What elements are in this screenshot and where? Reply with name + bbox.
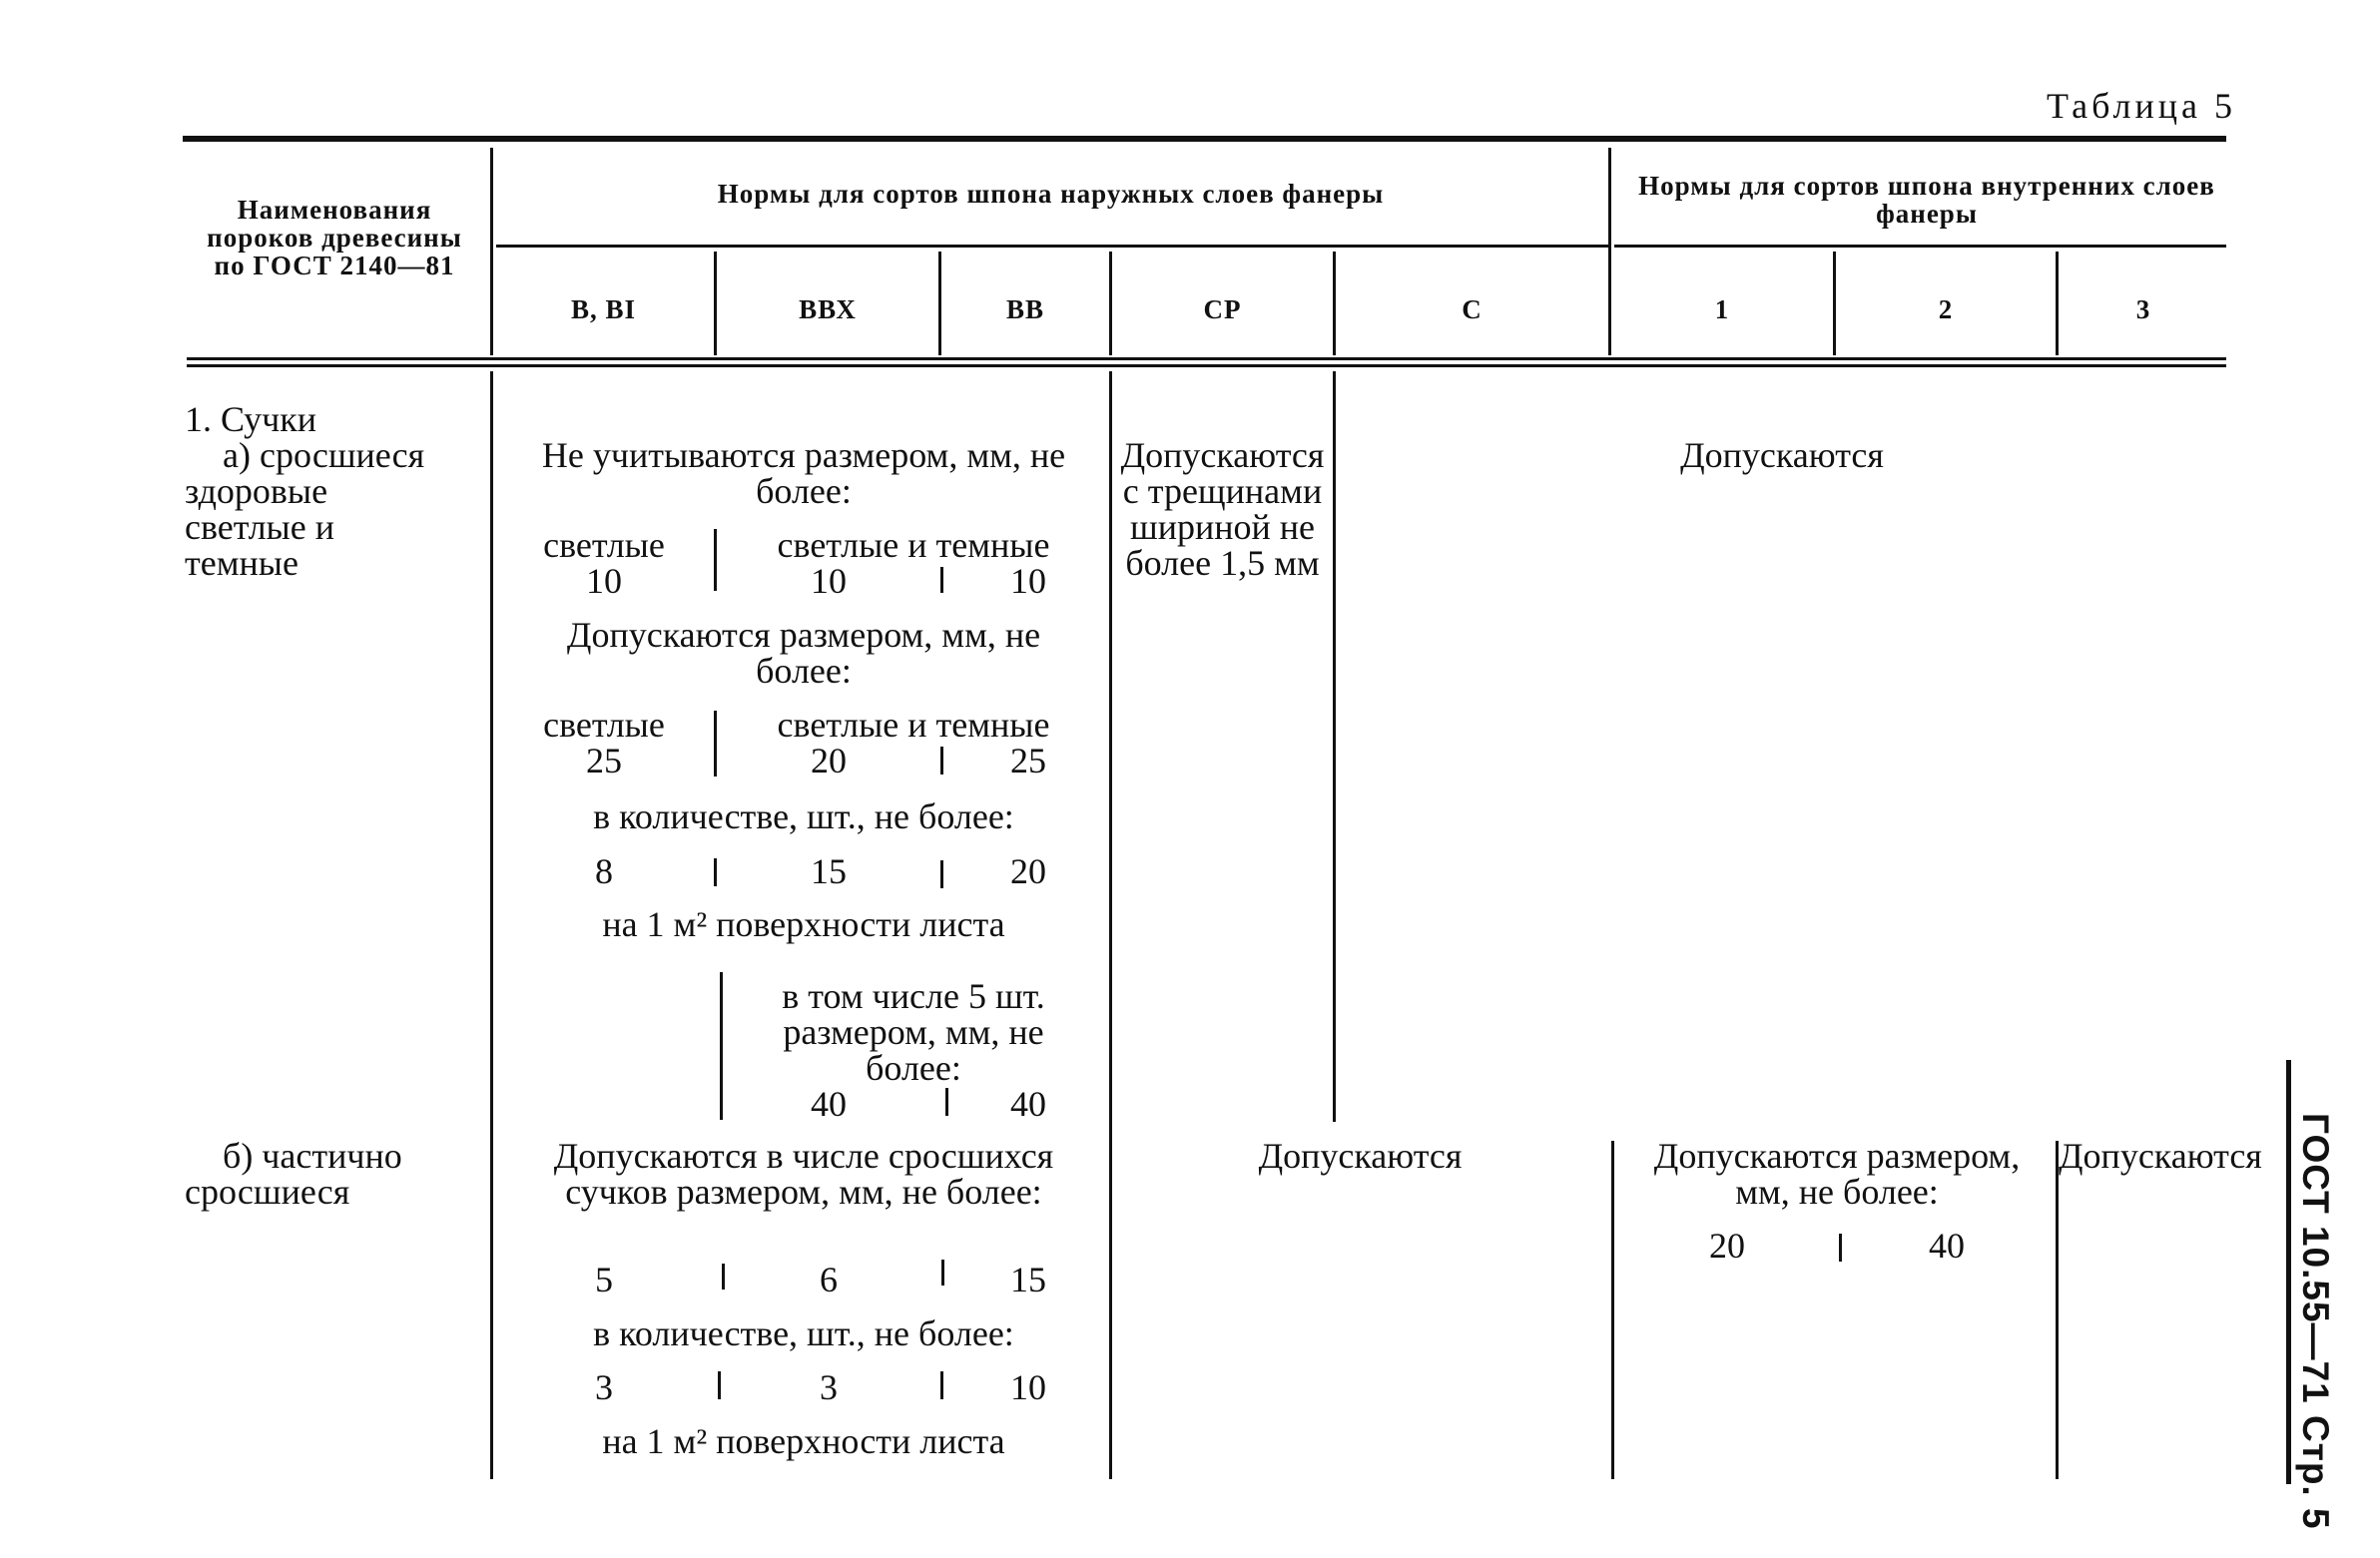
header-rule-1 xyxy=(187,357,2226,360)
body-divider xyxy=(2056,1141,2059,1479)
a-value: 10 xyxy=(811,561,847,601)
body-divider xyxy=(490,371,493,1479)
a-light-label: светлые xyxy=(543,525,665,565)
a-value: 20 xyxy=(811,741,847,780)
a-value: 10 xyxy=(1010,561,1046,601)
header-grade-3: 3 xyxy=(2135,294,2151,324)
group-inner-rule xyxy=(1614,245,2226,248)
header-grade-2: 2 xyxy=(1938,294,1954,324)
side-standard-label: ГОСТ 10.55—71 Стр. 5 xyxy=(2295,1113,2336,1530)
b-separator xyxy=(722,1264,725,1290)
a-sr-text: Допускаются с трещинами шириной не более 1,5 мм xyxy=(1120,435,1325,583)
table-title: Таблица 5 xyxy=(2047,86,2236,126)
b-value: 15 xyxy=(1010,1260,1046,1299)
b-inner-value: 40 xyxy=(1929,1226,1965,1266)
a-value: 25 xyxy=(1010,741,1046,780)
a-separator xyxy=(940,567,943,593)
a-value: 40 xyxy=(811,1084,847,1124)
a-separator xyxy=(714,529,717,591)
b-inner-value: 20 xyxy=(1709,1226,1745,1266)
b-quantity-label: в количестве, шт., не более: xyxy=(593,1313,1014,1353)
a-separator xyxy=(714,858,717,886)
header-grade-bbx: ВВХ xyxy=(799,294,857,324)
row-b-label: б) частично сросшиеся xyxy=(185,1136,402,1212)
a-rest-text: Допускаются xyxy=(1680,435,1884,475)
b-separator xyxy=(718,1371,721,1399)
a-not-counted: Не учитываются размером, мм, не более: xyxy=(541,435,1066,511)
a-value: 20 xyxy=(1010,851,1046,891)
b-separator xyxy=(1839,1234,1842,1262)
b-value: 3 xyxy=(820,1367,838,1407)
header-group-inner: Нормы для сортов шпона внутренних слоев фанеры xyxy=(1638,171,2215,229)
body-divider xyxy=(1611,1141,1614,1479)
header-divider xyxy=(1608,148,1611,355)
a-quantity-label: в количестве, шт., не более: xyxy=(593,796,1014,836)
a-light-dark-label: светлые и темные xyxy=(777,705,1050,745)
header-grade-b: В, ВI xyxy=(570,294,637,324)
a-separator xyxy=(940,860,943,888)
header-grade-sr: СР xyxy=(1203,294,1242,324)
row-a-label: а) сросшиеся здоровые светлые и темные xyxy=(185,435,425,583)
a-incl-text: в том числе 5 шт. размером, мм, не более: xyxy=(782,976,1045,1088)
knots-title: 1. Сучки xyxy=(185,399,316,439)
a-separator xyxy=(714,711,717,777)
b-inner12-text: Допускаются размером, мм, не более: xyxy=(1653,1136,2021,1212)
b-allowed-text: Допускаются в числе сросшихся сучков размером, мм, не более: xyxy=(553,1136,1054,1212)
b-separator xyxy=(940,1371,943,1399)
header-rule-2 xyxy=(187,364,2226,367)
group-outer-rule xyxy=(496,245,1608,248)
body-divider xyxy=(1333,371,1336,1122)
b-per-area: на 1 м² поверхности листа xyxy=(602,1421,1005,1461)
a-separator xyxy=(720,972,723,1120)
b-value: 6 xyxy=(820,1260,838,1299)
header-grade-c: С xyxy=(1462,294,1483,324)
a-value: 10 xyxy=(586,561,622,601)
b-value: 3 xyxy=(595,1367,613,1407)
a-light-dark-label: светлые и темные xyxy=(777,525,1050,565)
a-value: 40 xyxy=(1010,1084,1046,1124)
a-per-area: на 1 м² поверхности листа xyxy=(602,904,1005,944)
header-divider xyxy=(490,148,493,355)
a-value: 15 xyxy=(811,851,847,891)
a-separator xyxy=(945,1088,948,1116)
table-top-rule xyxy=(183,136,2226,142)
b-sr-c-text: Допускаются xyxy=(1258,1136,1463,1176)
b-separator xyxy=(941,1260,944,1286)
header-group-outer: Нормы для сортов шпона наружных слоев фанеры xyxy=(717,179,1385,209)
b-value: 5 xyxy=(595,1260,613,1299)
header-grade-1: 1 xyxy=(1714,294,1730,324)
header-grade-bb: ВВ xyxy=(1005,294,1045,324)
b-value: 10 xyxy=(1010,1367,1046,1407)
a-allowed-size: Допускаются размером, мм, не более: xyxy=(566,615,1041,691)
b-inner3-text: Допускаются xyxy=(2059,1136,2262,1176)
a-separator xyxy=(940,747,943,775)
a-value: 8 xyxy=(595,851,613,891)
header-defects: Наименования пороков древесины по ГОСТ 2140—81 xyxy=(207,195,462,280)
a-value: 25 xyxy=(586,741,622,780)
a-light-label: светлые xyxy=(543,705,665,745)
